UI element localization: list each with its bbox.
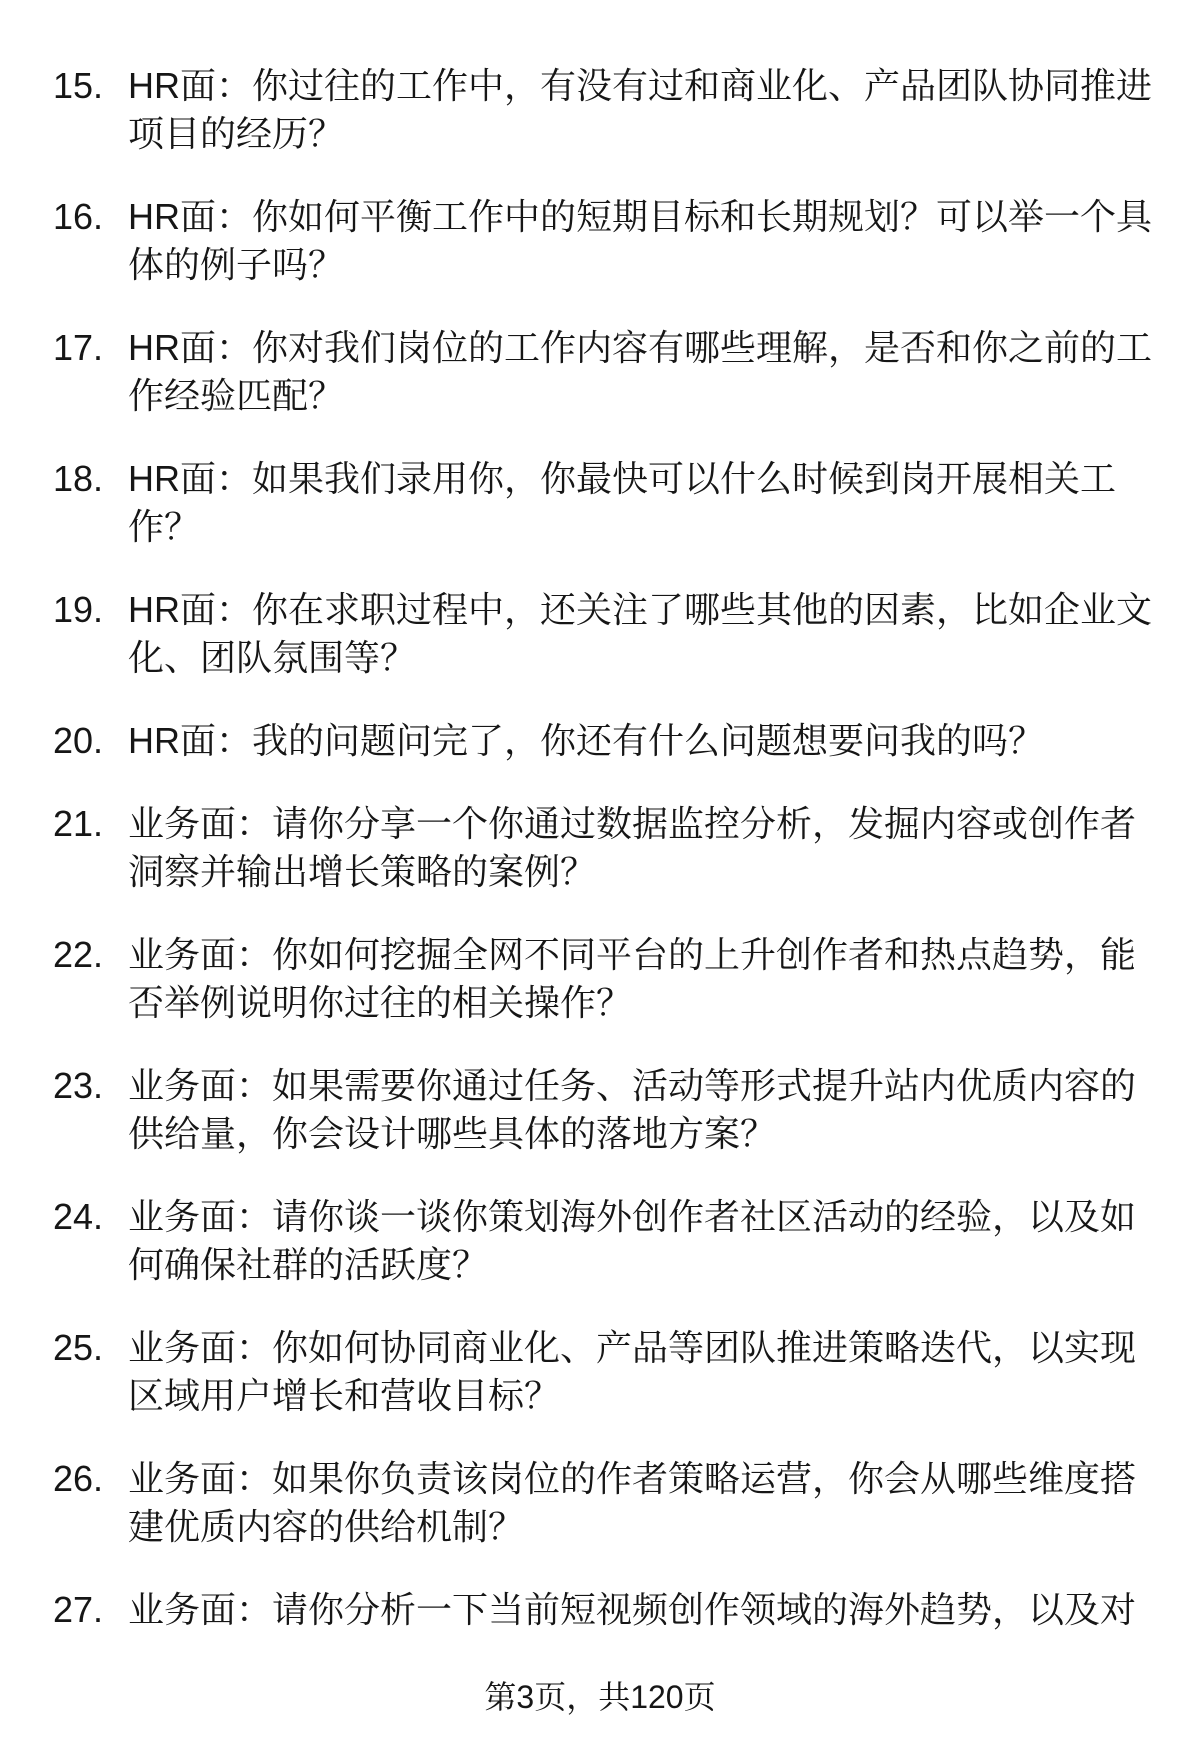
item-number: 25. — [53, 1327, 104, 1368]
item-text-line: 业务面：请你谈一谈你策划海外创作者社区活动的经验，以及如 — [128, 1196, 1137, 1237]
item-number: 26. — [53, 1458, 104, 1499]
item-text-line: 业务面：你如何协同商业化、产品等团队推进策略迭代，以实现 — [128, 1327, 1137, 1368]
item-text-line: 作经验匹配？ — [128, 375, 345, 416]
list-item — [0, 931, 1200, 1027]
item-text-line: HR面：你对我们岗位的工作内容有哪些理解，是否和你之前的工 — [128, 327, 1152, 368]
item-text-line: 供给量，你会设计哪些具体的落地方案？ — [128, 1113, 777, 1154]
item-number: 18. — [53, 458, 104, 499]
item-number: 24. — [53, 1196, 104, 1237]
item-text-line: 业务面：如果你负责该岗位的作者策略运营，你会从哪些维度搭 — [128, 1458, 1137, 1499]
item-text-line: HR面：如果我们录用你，你最快可以什么时候到岗开展相关工 — [128, 458, 1116, 499]
item-text — [128, 717, 1044, 765]
item-text-line: HR面：你过往的工作中，有没有过和商业化、产品团队协同推进 — [128, 65, 1152, 106]
item-text — [128, 1324, 1136, 1420]
item-number: 22. — [53, 934, 104, 975]
question-list — [0, 62, 1200, 1669]
item-text-line: 否举例说明你过往的相关操作？ — [128, 982, 633, 1023]
item-text-line: 体的例子吗？ — [128, 244, 345, 285]
list-item — [0, 193, 1200, 289]
item-number: 19. — [53, 589, 104, 630]
item-text-line: 作？ — [128, 506, 201, 547]
item-text-line: 洞察并输出增长策略的案例？ — [128, 851, 597, 892]
item-number: 16. — [53, 196, 104, 237]
item-text-line: HR面：你如何平衡工作中的短期目标和长期规划？可以举一个具 — [128, 196, 1152, 237]
list-item — [0, 800, 1200, 896]
item-text-line: 业务面：请你分享一个你通过数据监控分析，发掘内容或创作者 — [128, 803, 1137, 844]
item-text-line: 业务面：你如何挖掘全网不同平台的上升创作者和热点趋势，能 — [128, 934, 1137, 975]
item-text — [128, 62, 1152, 158]
item-text-line: 区域用户增长和营收目标？ — [128, 1375, 561, 1416]
item-text — [128, 800, 1136, 896]
item-text-line: 化、团队氛围等？ — [128, 637, 417, 678]
item-number: 20. — [53, 720, 104, 761]
list-item — [0, 717, 1200, 765]
list-item — [0, 1586, 1200, 1634]
item-text — [128, 1062, 1136, 1158]
list-item — [0, 1193, 1200, 1289]
list-item — [0, 455, 1200, 551]
item-text-line: 建优质内容的供给机制？ — [128, 1506, 525, 1547]
item-text — [128, 193, 1152, 289]
item-text — [128, 1193, 1136, 1289]
list-item — [0, 1324, 1200, 1420]
item-text-line: 项目的经历？ — [128, 113, 345, 154]
item-number: 15. — [53, 65, 104, 106]
list-item — [0, 586, 1200, 682]
page-indicator: 第3页，共120页 — [484, 1679, 716, 1715]
list-item — [0, 62, 1200, 158]
page-footer — [0, 1677, 1200, 1717]
list-item — [0, 324, 1200, 420]
item-text — [128, 586, 1152, 682]
item-number: 17. — [53, 327, 104, 368]
item-text-line: 何确保社群的活跃度？ — [128, 1244, 489, 1285]
item-text — [128, 1586, 1136, 1634]
item-text-line: HR面：我的问题问完了，你还有什么问题想要问我的吗？ — [128, 720, 1044, 761]
list-item — [0, 1062, 1200, 1158]
item-number: 23. — [53, 1065, 104, 1106]
item-text — [128, 1455, 1136, 1551]
item-number: 27. — [53, 1589, 104, 1630]
item-text — [128, 324, 1152, 420]
item-text — [128, 931, 1136, 1027]
list-item — [0, 1455, 1200, 1551]
item-text-line: 业务面：如果需要你通过任务、活动等形式提升站内优质内容的 — [128, 1065, 1137, 1106]
item-number: 21. — [53, 803, 104, 844]
item-text-line: HR面：你在求职过程中，还关注了哪些其他的因素，比如企业文 — [128, 589, 1152, 630]
item-text-line: 业务面：请你分析一下当前短视频创作领域的海外趋势，以及对 — [128, 1589, 1137, 1630]
item-text — [128, 455, 1116, 551]
